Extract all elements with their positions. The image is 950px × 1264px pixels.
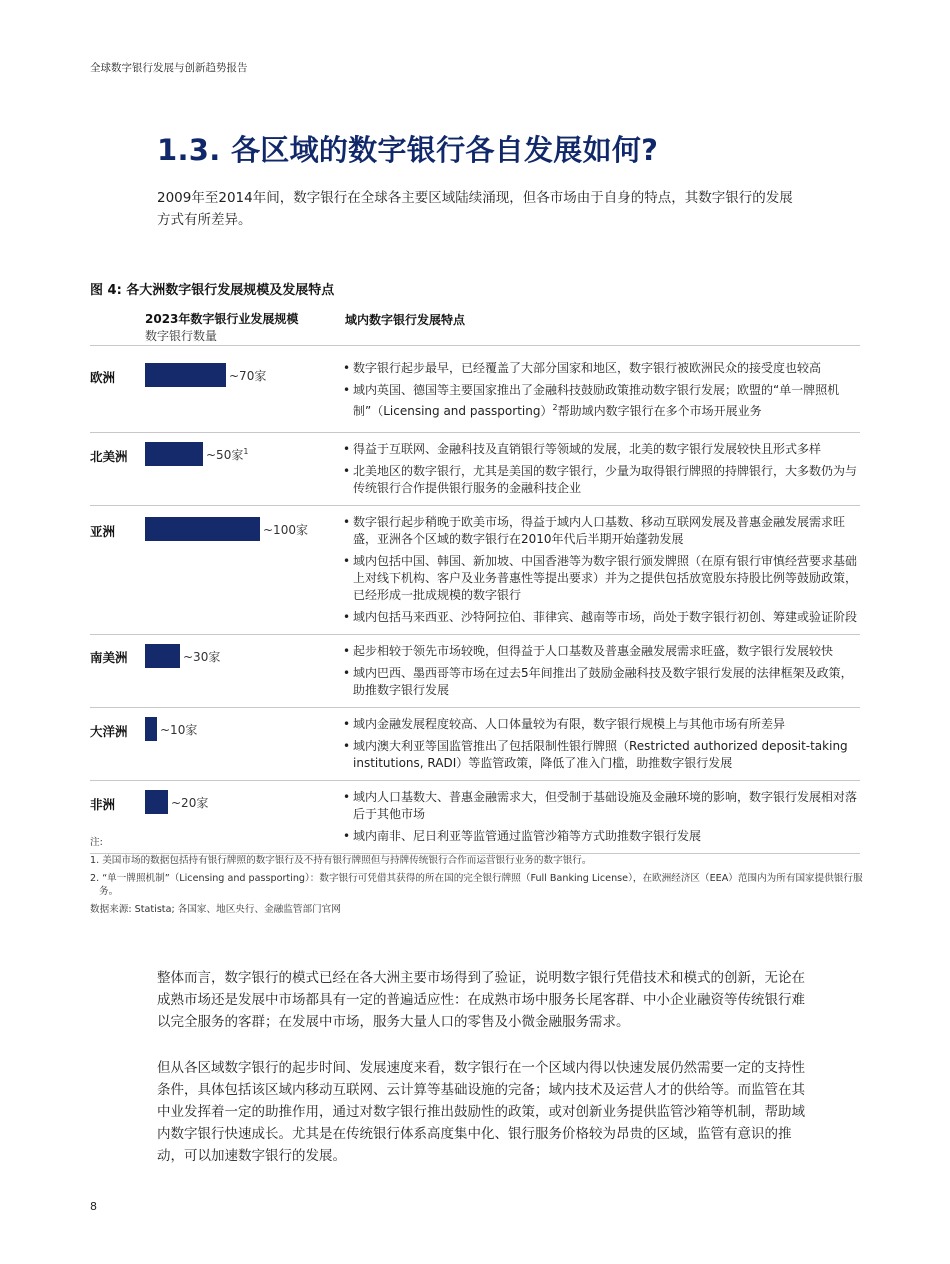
bar-asia xyxy=(145,517,260,541)
column-header-scale xyxy=(145,311,298,345)
feature-item: • 域内巴西、墨西哥等市场在过去5年间推出了鼓励金融科技及数字银行发展的法律框架及政策，助推数字银行发展 xyxy=(343,665,860,699)
bar-oceania xyxy=(145,717,157,741)
feature-item: • 数字银行起步最早，已经覆盖了大部分国家和地区，数字银行被欧洲民众的接受度也较高 xyxy=(343,360,860,377)
data-source: 数据来源: Statista; 各国家、地区央行、金融监管部门官网 xyxy=(90,904,341,915)
running-header: 全球数字银行发展与创新趋势报告 xyxy=(90,62,248,74)
page-number: 8 xyxy=(90,1200,97,1213)
bar-south-america xyxy=(145,644,180,668)
region-name: 北美洲 xyxy=(90,449,128,464)
feature-item: • 域内南非、尼日利亚等监管通过监管沙箱等方式助推数字银行发展 xyxy=(343,828,860,845)
figure-caption: 图 4: 各大洲数字银行发展规模及发展特点 xyxy=(90,283,335,298)
figure-notes xyxy=(90,836,865,921)
bar-item xyxy=(145,644,220,668)
note-2: 2. “单一牌照机制”（Licensing and passporting）：数字银行可凭借其获得的所在国的完全银行牌照（Full Banking License），在欧洲经济区（EEA）范围内为所有国家提供银行服务。 xyxy=(90,873,863,897)
table-row xyxy=(90,635,860,708)
feature-item: • 北美地区的数字银行，尤其是美国的数字银行，少量为取得银行牌照的持牌银行，大多数仍为与传统银行合作提供银行服务的金融科技企业 xyxy=(343,463,860,497)
bar-label: ~20家 xyxy=(171,795,209,810)
feature-item: • 域内英国、德国等主要国家推出了金融科技鼓励政策推动数字银行发展；欧盟的“单一牌照机制”（Licensing and passporting）$^2$帮助域内数字银行在多个市场开展业务 xyxy=(343,382,860,420)
region-name: 欧洲 xyxy=(90,370,116,385)
bar-item xyxy=(145,790,208,814)
region-name: 非洲 xyxy=(90,797,116,812)
feature-list xyxy=(343,441,860,497)
column-header-features: 域内数字银行发展特点 xyxy=(345,313,466,327)
feature-item: • 域内人口基数大、普惠金融需求大，但受制于基础设施及金融环境的影响，数字银行发展相对落后于其他市场 xyxy=(343,789,860,823)
intro-paragraph: 2009年至2014年间，数字银行在全球各主要区域陆续涌现，但各市场由于自身的特点，其数字银行的发展方式有所差异。 xyxy=(157,190,793,228)
bar-label: ~70家 xyxy=(229,368,267,383)
bar-item xyxy=(145,517,308,541)
section-title: 1.3. 各区域的数字银行各自发展如何? xyxy=(157,133,659,167)
bar-item xyxy=(145,717,197,741)
column-header-scale-subtitle: 数字银行数量 xyxy=(145,329,218,343)
bar-item xyxy=(145,363,266,387)
feature-item: • 得益于互联网、金融科技及直销银行等领域的发展，北美的数字银行发展较快且形式多样 xyxy=(343,441,860,458)
column-header-scale-title: 2023年数字银行业发展规模 xyxy=(145,312,299,326)
bar-label: ~10家 xyxy=(160,722,198,737)
region-table xyxy=(90,345,860,854)
notes-label: 注: xyxy=(90,837,103,848)
bar-africa xyxy=(145,790,168,814)
feature-item: • 数字银行起步稍晚于欧美市场，得益于域内人口基数、移动互联网发展及普惠金融发展需求旺盛，亚洲各个区域的数字银行在2010年代后半期开始蓬勃发展 xyxy=(343,514,860,548)
note-1: 1. 美国市场的数据包括持有银行牌照的数字银行及不持有银行牌照但与持牌传统银行合作而运营银行业务的数字银行。 xyxy=(90,855,592,866)
table-row xyxy=(90,708,860,781)
feature-item: • 域内澳大利亚等国监管推出了包括限制性银行牌照（Restricted authorized deposit-taking institutions, RADI）等监管政策，降低了准入门槛，助推数字银行发展 xyxy=(343,738,860,772)
region-name: 亚洲 xyxy=(90,524,116,539)
table-row xyxy=(90,433,860,506)
bar-label: ~30家 xyxy=(183,649,221,664)
body-paragraph-1: 整体而言，数字银行的模式已经在各大洲主要市场得到了验证，说明数字银行凭借技术和模式的创新，无论在成熟市场还是发展中市场都具有一定的普遍适应性：在成熟市场中服务长尾客群、中小企业融资等传统银行难以完全服务的客群；在发展中市场，服务大量人口的零售及小微金融服务需求。 xyxy=(157,970,805,1030)
bar-item xyxy=(145,442,248,466)
feature-list xyxy=(343,643,860,699)
region-name: 南美洲 xyxy=(90,650,128,665)
bar-north-america xyxy=(145,442,203,466)
table-row xyxy=(90,346,860,433)
feature-list xyxy=(343,514,860,626)
bar-label: ~50家$^1$ xyxy=(206,446,249,462)
body-paragraph-2: 但从各区域数字银行的起步时间、发展速度来看，数字银行在一个区域内得以快速发展仍然需要一定的支持性条件，具体包括该区域内移动互联网、云计算等基础设施的完备；域内技术及运营人才的供给等。而监管在其中业发挥着一定的助推作用，通过对数字银行推出鼓励性的政策，或对创新业务提供监管沙箱等机制，帮助域内数字银行快速成长。尤其是在传统银行体系高度集中化、银行服务价格较为昂贵的区域，监管有意识的推动，可以加速数字银行的发展。 xyxy=(157,1060,805,1164)
feature-item: • 域内金融发展程度较高、人口体量较为有限，数字银行规模上与其他市场有所差异 xyxy=(343,716,860,733)
bar-europe xyxy=(145,363,226,387)
feature-item: • 域内包括马来西亚、沙特阿拉伯、菲律宾、越南等市场，尚处于数字银行初创、筹建或验证阶段 xyxy=(343,609,860,626)
feature-item: • 域内包括中国、韩国、新加坡、中国香港等为数字银行颁发牌照（在原有银行审慎经营要求基础上对线下机构、客户及业务普惠性等提出要求）并为之提供包括放宽股东持股比例等鼓励政策，已经形成一批成规模的数字银行 xyxy=(343,553,860,604)
table-row xyxy=(90,506,860,635)
feature-list xyxy=(343,360,860,420)
region-name: 大洋洲 xyxy=(90,724,128,739)
bar-label: ~100家 xyxy=(263,522,308,537)
feature-list xyxy=(343,716,860,772)
feature-item: • 起步相较于领先市场较晚，但得益于人口基数及普惠金融发展需求旺盛，数字银行发展较快 xyxy=(343,643,860,660)
